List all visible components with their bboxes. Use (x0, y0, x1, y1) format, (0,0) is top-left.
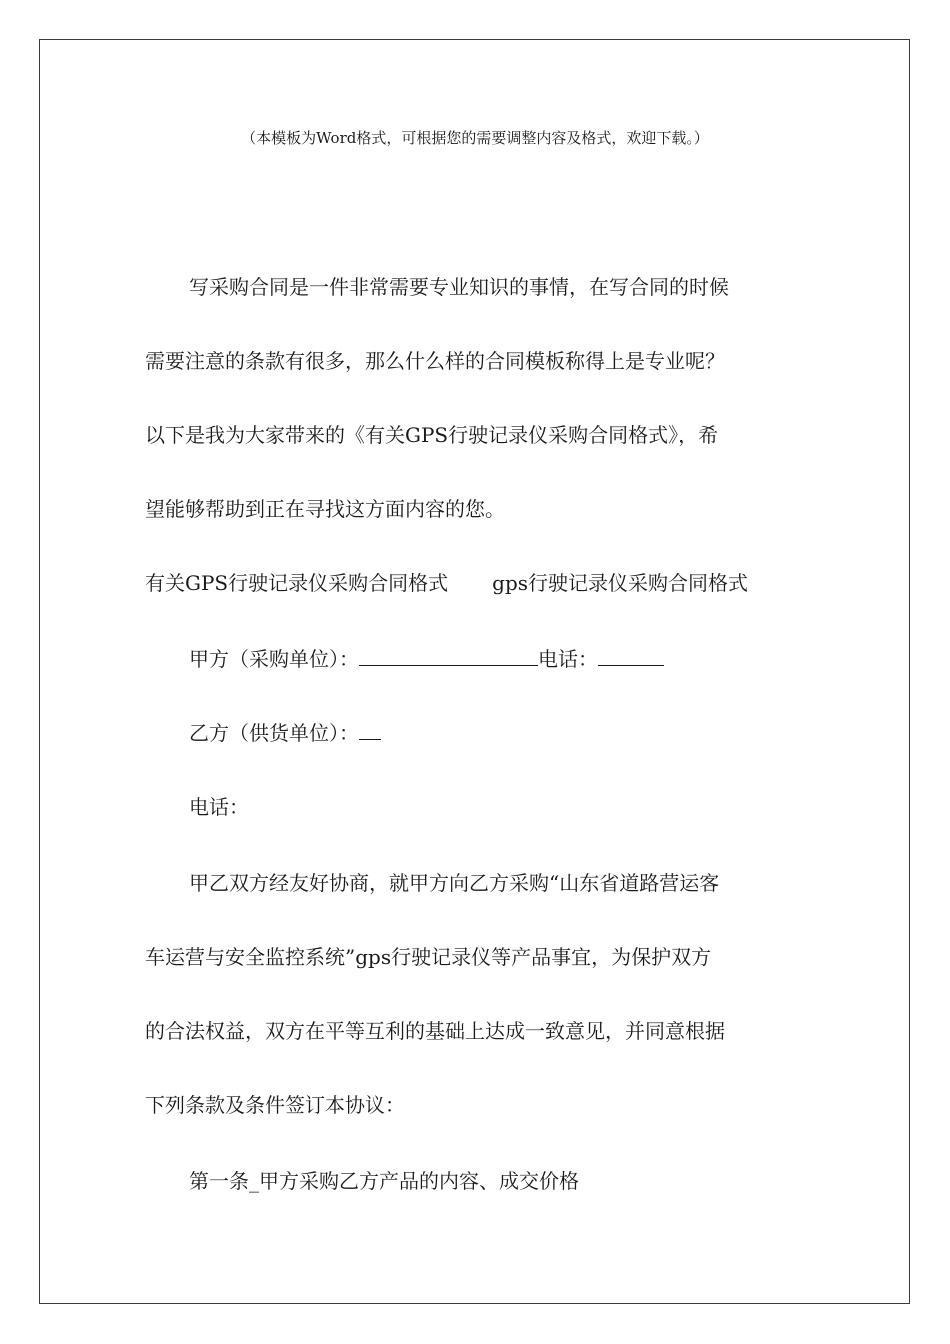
intro-line-2: 需要注意的条款有很多，那么什么样的合同模板称得上是专业呢？ (145, 349, 725, 373)
party-a-label: 甲方（采购单位）： (189, 647, 359, 671)
contract-title-line (145, 569, 748, 597)
party-b-label: 乙方（供货单位）： (189, 721, 359, 745)
party-a-name-blank[interactable] (359, 645, 538, 666)
contract-title-left: 有关GPS行驶记录仪采购合同格式 (145, 571, 449, 595)
template-notice: （本模板为Word格式，可根据您的需要调整内容及格式，欢迎下载。） (241, 129, 709, 147)
body-line-3: 的合法权益，双方在平等互利的基础上达成一致意见，并同意根据 (145, 1019, 725, 1043)
article-1-heading: 第一条_甲方采购乙方产品的内容、成交价格 (189, 1169, 579, 1193)
intro-line-4: 望能够帮助到正在寻找这方面内容的您。 (145, 497, 505, 521)
party-a-phone-blank[interactable] (598, 645, 664, 666)
body-line-2: 车运营与安全监控系统”gps行驶记录仪等产品事宜，为保护双方 (145, 945, 712, 969)
party-a-line (189, 645, 664, 673)
party-b-line (189, 719, 381, 747)
phone-line: 电话： (189, 795, 249, 819)
contract-title-right: gps行驶记录仪采购合同格式 (492, 571, 749, 595)
body-line-4: 下列条款及条件签订本协议： (145, 1093, 405, 1117)
party-b-name-blank[interactable] (359, 719, 381, 740)
body-line-1: 甲乙双方经友好协商，就甲方向乙方采购“山东省道路营运客 (189, 871, 720, 895)
party-a-phone-label: 电话： (538, 647, 598, 671)
intro-line-1: 写采购合同是一件非常需要专业知识的事情，在写合同的时候 (189, 275, 729, 299)
intro-line-3: 以下是我为大家带来的《有关GPS行驶记录仪采购合同格式》，希 (145, 423, 719, 447)
